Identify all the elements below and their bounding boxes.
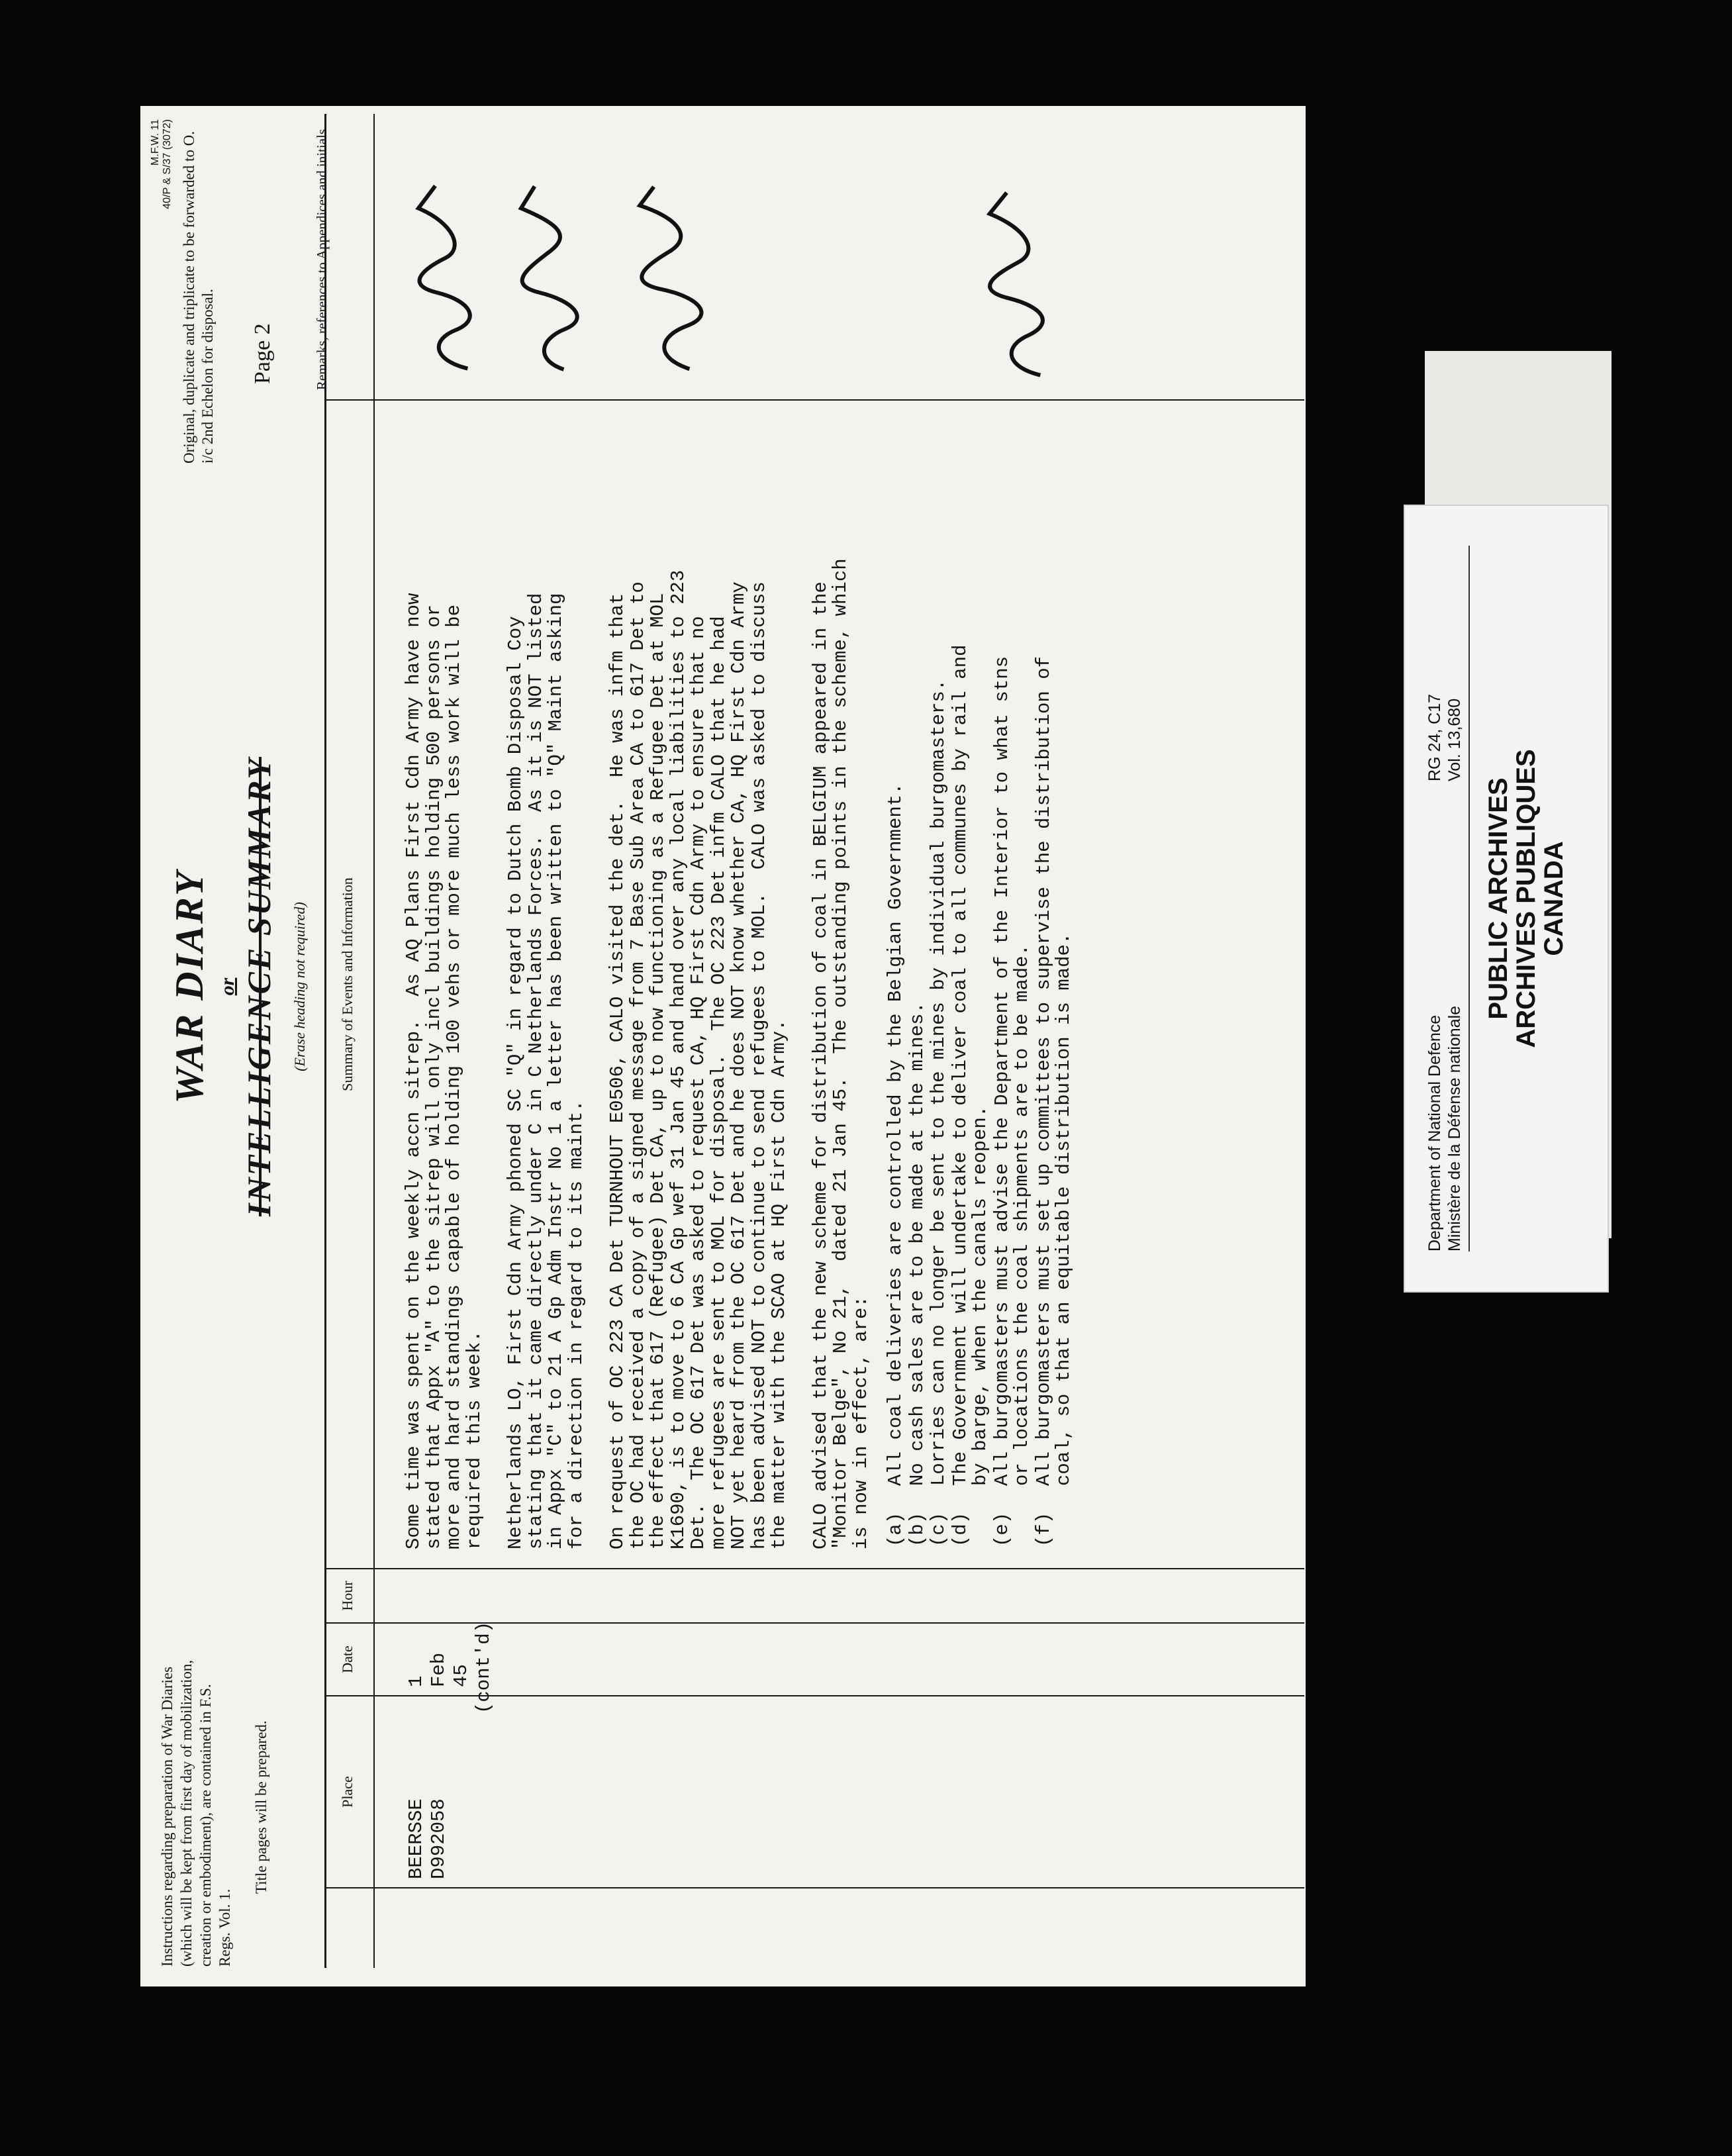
list-item	[992, 417, 1033, 1549]
card-record-group	[1425, 694, 1465, 781]
form-code-line-2: 40/P & S/37 (3072)	[162, 119, 173, 209]
card-archives-fr: ARCHIVES PUBLIQUES	[1512, 749, 1541, 1048]
item-text: Lorries can no longer be sent to the mines by individual burgomasters.	[928, 679, 949, 1486]
card-department	[1425, 1006, 1465, 1251]
entry-refugee-det: On request of OC 223 CA Det TURNHOUT E0506, CALO visited the det. He was infm that the OC had received a copy of a signed message from 7 Base Sub Area CA to 617 Det to the effect that 617 (Refugee) Det CA, up to now functioning as a Refugee Det at MOL K1690, is to move to 6 CA Gp wef 31 Jan 45 and hand over any local liabilities to 223 Det. The OC 617 Det was asked to request CA, HQ First Cdn Army to ensure that no more refugees are sent to MOL for disposal. The OC 223 Det infm CALO that he had NOT yet heard from the OC 617 Det and he does NOT know whether CA, HQ First Cdn Army has been advised NOT to continue to send refugees to MOL. CALO was asked to discuss the matter with the SCAO at HQ First Cdn Army.	[606, 569, 790, 1549]
date-continued: (cont'd)	[473, 1621, 495, 1714]
place-name: BEERSSE	[405, 1798, 427, 1879]
war-diary-page	[140, 106, 1306, 1986]
item-letter: (f)	[1032, 1512, 1055, 1547]
item-letter: (c)	[928, 1512, 949, 1547]
list-item	[951, 417, 991, 1549]
item-text: All burgomasters must set up committees to supervise the distribution of coal, so that an equitable distribution is made.	[1032, 656, 1075, 1486]
archive-reference-card	[1404, 505, 1609, 1293]
col-divider-date	[324, 1695, 1304, 1696]
list-item	[1034, 417, 1075, 1549]
date-year: 45	[450, 1664, 472, 1687]
archive-card-content	[1405, 506, 1608, 1291]
card-volume: Vol. 13,680	[1445, 698, 1464, 781]
list-item	[886, 417, 906, 1549]
form-title-or: or	[216, 977, 238, 996]
item-letter: (e)	[990, 1512, 1013, 1547]
entry-bomb-disposal: Netherlands LO, First Cdn Army phoned SC "Q" in regard to Dutch Bomb Disposal Coy stating that it came directly under C in C Netherlands Forces. As it is NOT listed in Appx "C" to 21 A Gp Adm Instr No 1 a letter has been written to "Q" Maint asking for a direction in regard to its maint.	[505, 593, 587, 1549]
card-rg: RG 24, C17	[1425, 693, 1444, 781]
column-header-remarks: Remarks, references to Appendices and initials	[314, 128, 330, 391]
form-code-line-1: M.F.W. 11	[150, 119, 161, 166]
entry-coal-scheme: CALO advised that the new scheme for distribution of coal in BELGIUM appeared in the "Monitor Belge", No 21, dated 21 Jan 45. The outstanding points in the scheme, which is now in effect, are:	[809, 558, 872, 1549]
item-letter: (d)	[949, 1512, 971, 1547]
column-header-summary: Summary of Events and Information	[339, 877, 356, 1091]
item-text: All coal deliveries are controlled by the Belgian Government.	[885, 783, 906, 1486]
column-header-place: Place	[339, 1776, 356, 1808]
erase-heading-note: (Erase heading not required)	[291, 902, 308, 1071]
table-header-rule	[373, 114, 375, 1968]
card-divider	[1468, 546, 1470, 1251]
summary-entries	[404, 417, 1076, 1549]
instructions-note: Instructions regarding preparation of War Diaries (which will be kept from first day of mobilization, creation or embodiment), are contained in F.S. Regs. Vol. 1.	[159, 1659, 233, 1967]
initials-signature-4	[968, 181, 1068, 388]
place-map-ref: D992058	[428, 1798, 450, 1879]
distribution-note: Original, duplicate and triplicate to be forwarded to O. i/c 2nd Echelon for disposal.	[181, 131, 216, 464]
page-number: Page 2	[250, 323, 275, 384]
item-text: No cash sales are to be made at the mines.	[906, 1002, 928, 1486]
entry-accn-sitrep: Some time was spent on the weekly accn sitrep. As AQ Plans First Cdn Army have now stated that Appx "A" to the sitrep will only incl buildings holding 500 persons or more and hard standings capable of holding 100 vehs or more much less work will be required this week.	[403, 593, 485, 1549]
card-archives-name	[1484, 546, 1568, 1251]
form-subtitle-struck: INTELLIGENCE SUMMARY	[240, 757, 277, 1216]
form-code	[150, 119, 173, 245]
war-diary-form	[140, 106, 1306, 1986]
item-text: The Government will undertake to deliver coal to all communes by rail and by barge, when the canals reopen.	[949, 644, 991, 1486]
form-title: WAR DIARY	[168, 869, 211, 1104]
item-letter: (a)	[885, 1512, 906, 1547]
card-department-en: Department of National Defence	[1425, 1014, 1444, 1251]
date-day: 1	[405, 1675, 427, 1687]
card-department-fr: Ministère de la Défense nationale	[1445, 1005, 1464, 1251]
coal-scheme-points	[886, 417, 1075, 1549]
col-divider-place	[324, 1887, 1304, 1888]
initials-signature-2	[498, 175, 598, 381]
title-pages-note: Title pages will be prepared.	[253, 1720, 269, 1894]
item-letter: (b)	[906, 1512, 928, 1547]
initials-signature-3	[620, 175, 720, 381]
card-archives-country: CANADA	[1539, 841, 1568, 956]
col-divider-remarks	[324, 399, 1304, 401]
column-header-hour: Hour	[339, 1581, 356, 1611]
initials-signature-1	[395, 175, 495, 381]
list-item	[908, 417, 928, 1549]
col-divider-summary	[324, 1568, 1304, 1569]
date-month: Feb	[428, 1652, 450, 1687]
card-archives-en: PUBLIC ARCHIVES	[1484, 777, 1513, 1020]
list-item	[929, 417, 949, 1549]
item-text: All burgomasters must advise the Department of the Interior to what stns or locations the coal shipments are to be made.	[990, 656, 1033, 1486]
col-divider-hour	[324, 1622, 1304, 1624]
column-header-date: Date	[339, 1645, 356, 1673]
